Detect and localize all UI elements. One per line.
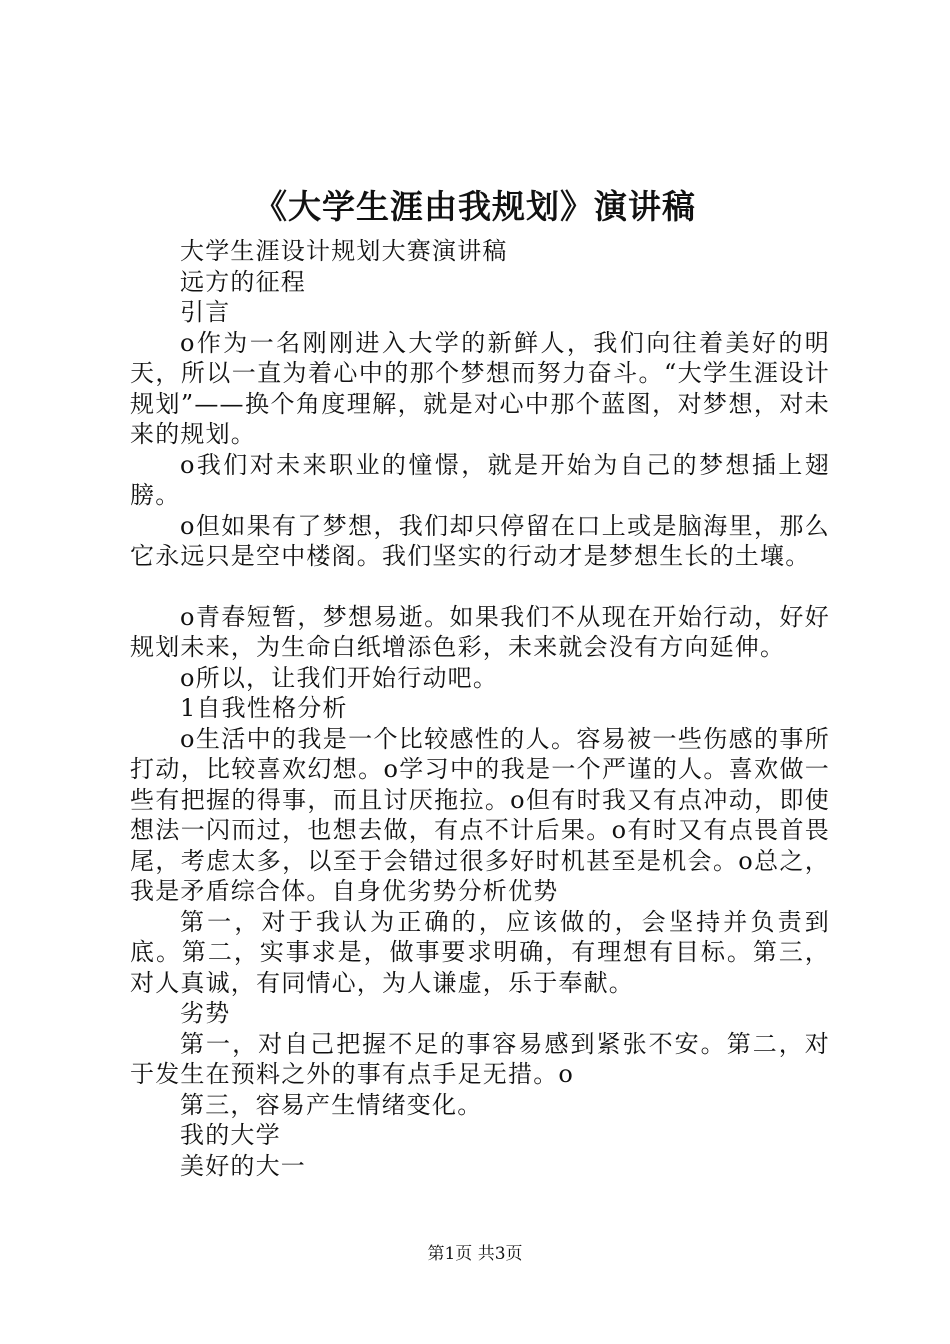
page-number: 第1页 共3页 xyxy=(427,1244,523,1264)
paragraph: 第三，容易产生情绪变化。 xyxy=(180,1090,483,1119)
document-body xyxy=(130,236,830,1181)
paragraph: o作为一名刚刚进入大学的新鲜人，我们向往着美好的明天，所以一直为着心中的那个梦想而努力奋斗。“大学生涯设计规划”——换个角度理解，就是对心中那个蓝图，对梦想，对未来的规划。 xyxy=(130,328,830,448)
paragraph: o青春短暂，梦想易逝。如果我们不从现在开始行动，好好规划未来，为生命白纸增添色彩，未来就会没有方向延伸。 xyxy=(130,602,830,661)
paragraph-heading-freshman: 美好的大一 xyxy=(180,1151,306,1180)
paragraph-heading-intro: 引言 xyxy=(180,298,231,326)
paragraph: o我们对未来职业的憧憬，就是开始为自己的梦想插上翅膀。 xyxy=(130,450,830,509)
paragraph-heading-weakness: 劣势 xyxy=(180,999,231,1027)
paragraph-heading-personality: 1自我性格分析 xyxy=(180,694,348,722)
document-title: 《大学生涯由我规划》演讲稿 xyxy=(254,187,696,226)
paragraph: 第一，对于我认为正确的，应该做的，会坚持并负责到底。第二，实事求是，做事要求明确，有理想有目标。第三，对人真诚，有同情心，为人谦虚，乐于奉献。 xyxy=(130,907,830,997)
paragraph: 第一，对自己把握不足的事容易感到紧张不安。第二，对于发生在预料之外的事有点手足无措。o xyxy=(130,1029,830,1088)
paragraph: o但如果有了梦想，我们却只停留在口上或是脑海里，那么它永远只是空中楼阁。我们坚实的行动才是梦想生长的土壤。 xyxy=(130,511,830,570)
paragraph-heading-journey: 远方的征程 xyxy=(180,267,306,296)
paragraph-heading-my-university: 我的大学 xyxy=(180,1121,281,1149)
paragraph-subtitle: 大学生涯设计规划大赛演讲稿 xyxy=(180,237,508,265)
paragraph: o生活中的我是一个比较感性的人。容易被一些伤感的事所打动，比较喜欢幻想。o学习中的我是一个严谨的人。喜欢做一些有把握的得事，而且讨厌拖拉。o但有时我又有点冲动，即使想法一闪而过，也想去做，有点不计后果。o有时又有点畏首畏尾，考虑太多，以至于会错过很多好时机甚至是机会。o总之，我是矛盾综合体。自身优劣势分析优势 xyxy=(130,724,830,905)
paragraph: o所以，让我们开始行动吧。 xyxy=(180,663,499,692)
